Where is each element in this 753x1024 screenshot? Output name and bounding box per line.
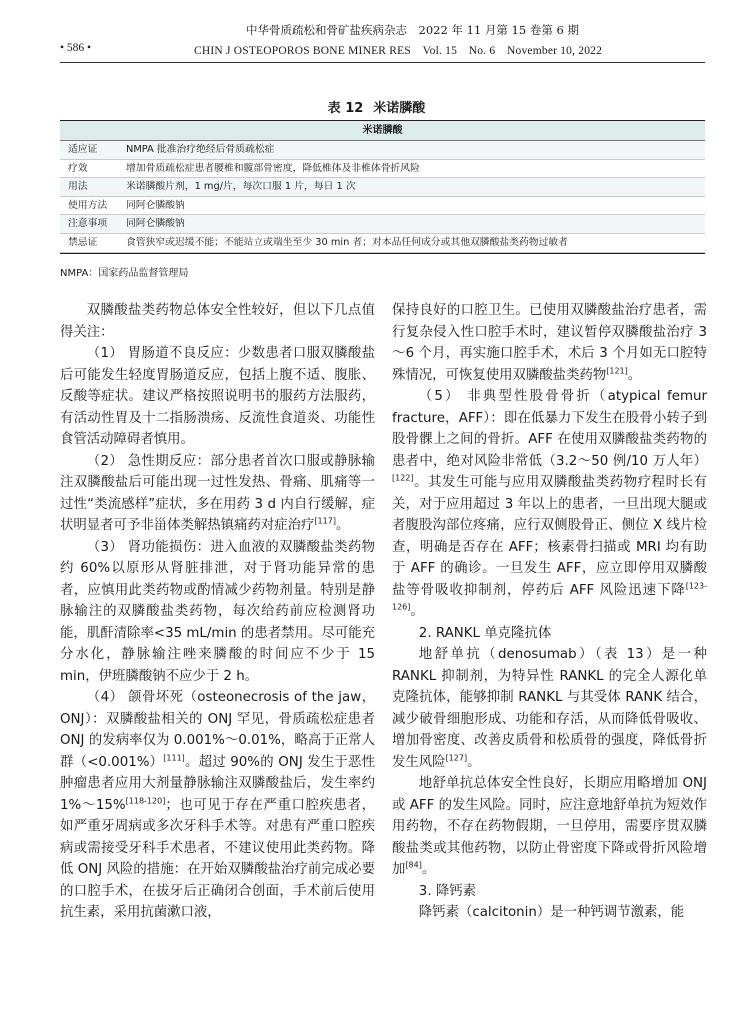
drug-table (60, 120, 705, 254)
citation: [118-120] (125, 796, 166, 806)
table-row (60, 141, 705, 160)
row-value: 米诺膦酸片剂，1 mg/片，每次口服 1 片，每日 1 次 (126, 181, 356, 193)
table-title (0, 97, 753, 116)
paragraph-gi-reaction: （1） 胃肠道不良反应：少数患者口服双膦酸盐后可能发生轻度胃肠道反应，包括上腹不适、腹胀、反酸等症状。建议严格按照说明书的服药方法服药，有活动性胃及十二指肠溃疡、反流性食道炎、功能性食管活动障碍者慎用。 (60, 346, 375, 447)
citation: [84] (405, 860, 422, 870)
paragraph-text: 。超过 90%的 ONJ 发生于恶性肿瘤患者应用大剂量静脉输注双膦酸盐后，发生率约 1%～15% (60, 754, 376, 813)
row-value: 增加骨质疏松症患者腰椎和髋部骨密度，降低椎体及非椎体骨折风险 (126, 162, 420, 174)
table-row (60, 178, 705, 197)
row-key: 禁忌证 (68, 236, 98, 248)
row-value: 同阿仑膦酸钠 (126, 218, 185, 230)
table-body (60, 141, 705, 253)
body-column-left (60, 300, 375, 924)
intro-paragraph: 双膦酸盐类药物总体安全性较好，但以下几点值得关注： (60, 303, 375, 340)
row-value: 同阿仑膦酸钠 (126, 199, 185, 211)
row-value: 食管狭窄或迟缓不能；不能站立或端坐至少 30 min 者；对本品任何成分或其他双膦酸盐类药物过敏者 (126, 236, 568, 248)
paragraph-text: （5） 非典型性股骨骨折（atypical femur fracture，AFF）：即在低暴力下发生在股骨小转子到股骨髁上之间的骨折。AFF 在使用双膦酸盐类药物的患者中，绝对风险非常低（3.2～50 例/10 万人年） (392, 389, 707, 469)
page-number: • 586 • (60, 42, 92, 54)
paragraph-calcitonin: 降钙素（calcitonin）是一种钙调节激素，能 (418, 905, 685, 920)
paragraph-acute-reaction: （2） 急性期反应：部分患者首次口服或静脉输注双膦酸盐后可能出现一过性发热、骨痛、肌痛等一过性“类流感样”症状，多在用药 3 d 内自行缓解，症状明显者可予非甾体类解热镇痛药对症治疗[117]。 (60, 453, 375, 533)
row-value: NMPA 批准治疗绝经后骨质疏松症 (126, 144, 275, 155)
table-footnote: NMPA：国家药品监督管理局 (60, 268, 189, 279)
table-row (60, 197, 705, 216)
table-column-header: 米诺膦酸 (60, 121, 705, 141)
section-heading-rankl: 2. RANKL 单克隆抗体 (418, 625, 552, 641)
paragraph-text: 。其发生可能与应用双膦酸盐类药物疗程时长有关，对于应用超过 3 年以上的患者，一旦出现大腿或者腹股沟部位疼痛，应行双侧股骨正、侧位 X 线片检查，明确是否存在 AFF；核素骨扫描或 MRI 均有助于 AFF 的确诊。一旦发生 AFF，应立即停用双膦酸盐等骨吸收抑制剂，停药后 AFF 风险迅速下降 (392, 475, 707, 598)
paragraph-text: 保持良好的口腔卫生。已使用双膦酸盐治疗患者，需行复杂侵入性口腔手术时，建议暂停双膦酸盐治疗 3～6 个月，再实施口腔手术，术后 3 个月如无口腔特殊情况，可恢复使用双膦酸盐类药物 (392, 303, 707, 383)
paragraph-denosumab-safety: 地舒单抗总体安全性良好，长期应用略增加 ONJ 或 AFF 的发生风险。同时，应注意地舒单抗为短效作用药物，不存在药物假期，一旦停用，需要序贯双膦酸盐类或其他药物，以防止骨密度下降或骨折风险增加[84]。 (392, 776, 707, 877)
row-key: 适应证 (68, 144, 98, 155)
paragraph-text: 地舒单抗（denosumab）（表 13）是一种 RANKL 抑制剂，为特异性 RANKL 的完全人源化单克隆抗体，能够抑制 RANKL 与其受体 RANK 结合，减少破骨细胞形成、功能和存活，从而降低骨吸收、增加骨密度、改善皮质骨和松质骨的强度，降低骨折发生风险 (392, 647, 707, 770)
table-bottom-rule (60, 253, 705, 254)
citation: [123-126] (392, 581, 707, 612)
table-row (60, 234, 705, 253)
paragraph-text: （4） 颌骨坏死（osteonecrosis of the jaw，ONJ）：双膦酸盐相关的 ONJ 罕见，骨质疏松症患者 ONJ 的发病率仅为 0.001%～0.01%，略高于正常人群（<0.001%） (60, 690, 375, 770)
section-heading-calcitonin: 3. 降钙素 (418, 883, 477, 899)
citation: [111] (163, 753, 185, 763)
citation: [127] (445, 753, 468, 763)
paragraph-onj-cont: 保持良好的口腔卫生。已使用双膦酸盐治疗患者，需行复杂侵入性口腔手术时，建议暂停双膦酸盐治疗 3～6 个月，再实施口腔手术，术后 3 个月如无口腔特殊情况，可恢复使用双膦酸盐类药物[121]。 (392, 303, 707, 383)
table-row (60, 215, 705, 234)
citation: [121] (606, 366, 628, 376)
table-row (60, 160, 705, 179)
row-key: 使用方法 (68, 199, 108, 211)
row-key: 注意事项 (68, 218, 108, 230)
journal-title-cn: 中华骨质疏松和骨矿盐疾病杂志 2022 年 11 月第 15 卷第 6 期 (246, 23, 579, 37)
citation: [117] (314, 516, 336, 526)
paragraph-text: ；也可见于存在严重口腔疾患者，如严重牙周病或多次牙科手术等。对患有严重口腔疾病或需接受牙科手术患者，不建议使用此类药物。降低 ONJ 风险的措施：在开始双膦酸盐治疗前完成必要的口腔手术，在拔牙后正确闭合创面，手术前后使用抗生素，采用抗菌漱口液， (60, 797, 375, 920)
table-title-text: 米诺膦酸 (373, 101, 426, 116)
header-rule (60, 62, 705, 63)
paragraph-text: 地舒单抗总体安全性良好，长期应用略增加 ONJ 或 AFF 的发生风险。同时，应注意地舒单抗为短效作用药物，不存在药物假期，一旦停用，需要序贯双膦酸盐类或其他药物，以防止骨密度下降或骨折风险增加 (392, 776, 707, 877)
row-key: 疗效 (68, 162, 88, 174)
paragraph-denosumab: 地舒单抗（denosumab）（表 13）是一种 RANKL 抑制剂，为特异性 RANKL 的完全人源化单克隆抗体，能够抑制 RANKL 与其受体 RANK 结合，减少破骨细胞形成、功能和存活，从而降低骨吸收、增加骨密度、改善皮质骨和松质骨的强度，降低骨折发生风险[127]。 (392, 647, 707, 770)
journal-title-en: CHIN J OSTEOPOROS BONE MINER RES Vol. 15 No. 6 November 10, 2022 (194, 45, 603, 57)
paragraph-onj (60, 687, 375, 924)
paragraph-aff: （5） 非典型性股骨骨折（atypical femur fracture，AFF）：即在低暴力下发生在股骨小转子到股骨髁上之间的骨折。AFF 在使用双膦酸盐类药物的患者中，绝对风险非常低（3.2～50 例/10 万人年）[122]。其发生可能与应用双膦酸盐类药物疗程时长有关，对于应用超过 3 年以上的患者，一旦出现大腿或者腹股沟部位疼痛，应行双侧股骨正、侧位 X 线片检查，明确是否存在 AFF；核素骨扫描或 MRI 均有助于 AFF 的确诊。一旦发生 AFF，应立即停用双膦酸盐等骨吸收抑制剂，停药后 AFF 风险迅速下降[123-126]。 (392, 389, 707, 619)
table-number: 表 12 (327, 101, 364, 116)
paragraph-text: （2） 急性期反应：部分患者首次口服或静脉输注双膦酸盐后可能出现一过性发热、骨痛、肌痛等一过性“类流感样”症状，多在用药 3 d 内自行缓解，症状明显者可予非甾体类解热镇痛药对症治疗 (60, 453, 375, 533)
row-key: 用法 (68, 181, 88, 193)
citation: [122] (392, 473, 414, 483)
body-column-right (392, 300, 707, 924)
paragraph-renal: （3） 肾功能损伤：进入血液的双膦酸盐类药物约 60%以原形从肾脏排泄，对于肾功能异常的患者，应慎用此类药物或酌情减少药物剂量。特别是静脉输注的双膦酸盐类药物，每次给药前应检测肾功能，肌酐清除率<35 mL/min 的患者禁用。尽可能充分水化，静脉输注唑来膦酸的时间应不少于 15 min，伊班膦酸钠不应少于 2 h。 (60, 539, 375, 684)
